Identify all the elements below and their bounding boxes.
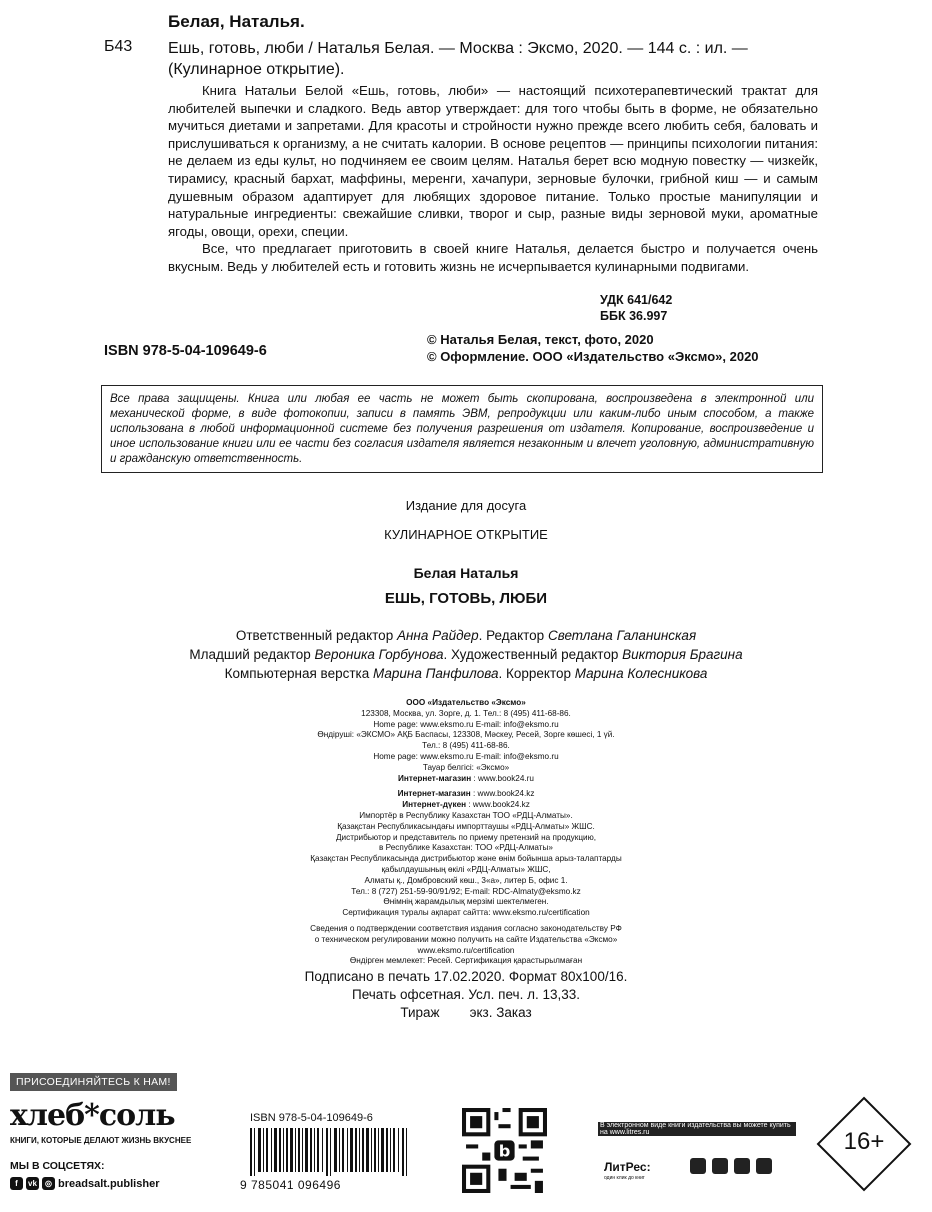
staff-role: . Корректор <box>498 666 575 681</box>
cert-line: Өндірген мемлекет: Ресей. Сертификация қарастырылмаған <box>349 956 583 966</box>
litres-tagline: один клик до книг <box>604 1175 645 1181</box>
staff-name: Марина Колесникова <box>574 666 708 681</box>
importer-line: в Республике Казахстан: ТОО «РДЦ-Алматы» <box>379 843 553 853</box>
catalog-author: Белая, Наталья. <box>168 12 305 31</box>
shop-url: : www.book24.ru <box>471 773 534 783</box>
importer-line: Сертификация туралы ақпарат сайтта: www.eksmo.ru/certification <box>342 908 590 918</box>
barcode-isbn: ISBN 978-5-04-109649-6 <box>250 1112 373 1124</box>
staff-credits <box>0 626 932 683</box>
vk-icon[interactable]: vk <box>26 1177 39 1190</box>
online-shop-kz <box>0 789 932 800</box>
shop-label: Интернет-магазин <box>397 789 471 799</box>
svg-text:b: b <box>498 1141 511 1161</box>
copyright-line: © Оформление. ООО «Издательство «Эксмо», 2020 <box>427 349 759 364</box>
join-us-banner: ПРИСОЕДИНЯЙТЕСЬ К НАМ! <box>10 1073 177 1091</box>
barcode-icon <box>250 1128 410 1176</box>
shop-url: : www.book24.kz <box>466 800 530 810</box>
importer-line: қабылдаушының өкілі «РДЦ-Алматы» ЖШС, <box>381 864 551 874</box>
publisher-info <box>0 698 932 967</box>
qr-code-icon[interactable] <box>462 1108 547 1193</box>
importer-line: Қазақстан Республикасында дистрибьютор және өнім бойынша арыз-талаптарды <box>310 854 622 864</box>
age-rating: 16+ <box>843 1128 885 1155</box>
publisher-kz-tel: Тел.: 8 (495) 411-68-86. <box>422 741 510 751</box>
printing-info <box>0 968 932 1022</box>
litres-logo: ЛитРес: <box>604 1160 651 1174</box>
cert-line: Сведения о подтверждении соответствия издания согласно законодательству РФ <box>310 923 622 933</box>
trademark: Тауар белгісі: «Эксмо» <box>422 762 510 772</box>
blackberry-icon[interactable] <box>734 1158 750 1174</box>
catalog-title-line: Ешь, готовь, люби / Наталья Белая. — Москва : Эксмо, 2020. — 144 с. : ил. — (Кулинарное открытие). <box>168 40 748 78</box>
printing-line: Подписано в печать 17.02.2020. Формат 80x100/16. <box>304 969 628 984</box>
annotation-paragraph: Книга Натальи Белой «Ешь, готовь, люби» — настоящий психотерапевтический трактат для любителей выпечки и сладкого. Ведь автор утверждает: для того чтобы быть в форме, не обязательно мучиться диетами и запретами. Для красоты и стройности нужно прежде всего любить себя, баловать и прислушиваться к организму, а не считать калории. В основе рецептов — принципы психологии питания: не делаем из еды культ, но подчиняем ее своим целям. Наталья берет всю модную повестку — чизкейк, тирамису, красный бархат, маффины, меренги, хачапури, зерновые булочки, грибной киш — и самым душевным образом адаптирует для любящих здоровое питание. Только простые манипуляции и натуральные ингредиенты: свежайшие сливки, творог и сыр, разные виды зерновой муки, ароматные ягоды, овощи, орехи, специи. <box>168 83 818 239</box>
author-code: Б43 <box>104 38 133 55</box>
annotation-paragraph: Все, что предлагает приготовить в своей книге Наталья, делается быстро и получается очень вкусным. Ведь у любителей есть и готовить жизнь не исчерпывается кулинарными подвигами. <box>168 241 818 274</box>
social-handle[interactable]: breadsalt.publisher <box>58 1177 160 1190</box>
social-links <box>10 1177 159 1190</box>
publisher-name: ООО «Издательство «Эксмо» <box>406 698 526 707</box>
windows-icon[interactable] <box>756 1158 772 1174</box>
shop-label: Интернет-магазин <box>398 773 472 783</box>
online-shop <box>0 774 932 785</box>
annotation <box>168 82 818 276</box>
udk-code: УДК 641/642 <box>600 293 673 307</box>
importer-line: Тел.: 8 (727) 251-59-90/91/92; E-mail: RDC-Almaty@eksmo.kz <box>351 886 581 896</box>
cert-line: www.eksmo.ru/certification <box>417 945 515 955</box>
staff-role: . Редактор <box>478 628 548 643</box>
publisher-address: 123308, Москва, ул. Зорге, д. 1. Тел.: 8 (495) 411-68-86. <box>361 708 571 718</box>
apple-icon[interactable] <box>690 1158 706 1174</box>
staff-name: Вероника Горбунова <box>314 647 444 662</box>
litres-banner: В электронном виде книги издательства вы можете купить на www.litres.ru <box>598 1122 796 1136</box>
importer-line: Импортёр в Республику Казахстан ТОО «РДЦ-Алматы». <box>359 810 573 820</box>
facebook-icon[interactable]: f <box>10 1177 23 1190</box>
staff-name: Виктория Брагина <box>622 647 743 662</box>
classification <box>600 292 816 324</box>
shop-url: : www.book24.kz <box>470 789 535 799</box>
social-heading: МЫ В СОЦСЕТЯХ: <box>10 1160 105 1172</box>
android-icon[interactable] <box>712 1158 728 1174</box>
staff-name: Марина Панфилова <box>373 666 499 681</box>
book-title: ЕШЬ, ГОТОВЬ, ЛЮБИ <box>384 590 548 607</box>
publisher-kz-web: Home page: www.eksmo.ru E-mail: info@eksmo.ru <box>373 751 559 761</box>
staff-role: Младший редактор <box>189 647 315 662</box>
shop-label: Интернет-дүкен <box>402 800 467 810</box>
printing-line: Тираж экз. Заказ <box>400 1005 532 1020</box>
staff-role: . Художественный редактор <box>443 647 623 662</box>
book-author: Белая Наталья <box>413 565 519 581</box>
staff-line <box>0 626 932 645</box>
series-name: КУЛИНАРНОЕ ОТКРЫТИЕ <box>384 527 548 542</box>
copyright-line: © Наталья Белая, текст, фото, 2020 <box>427 332 654 347</box>
barcode-digits: 9 785041 096496 <box>240 1178 341 1192</box>
staff-name: Светлана Галанинская <box>547 628 697 643</box>
importer-line: Қазақстан Республикасындағы импорттаушы «РДЦ-Алматы» ЖШС. <box>337 821 595 831</box>
printing-line: Печать офсетная. Усл. печ. л. 13,33. <box>352 987 580 1002</box>
brand-tagline: КНИГИ, КОТОРЫЕ ДЕЛАЮТ ЖИЗНЬ ВКУСНЕЕ <box>10 1136 192 1145</box>
instagram-icon[interactable]: ◎ <box>42 1177 55 1190</box>
staff-role: Ответственный редактор <box>235 628 397 643</box>
online-shop-kz2 <box>0 800 932 811</box>
staff-role: Компьютерная верстка <box>224 666 373 681</box>
edition-type: Издание для досуга <box>405 498 527 513</box>
staff-line <box>0 645 932 664</box>
bbk-code: ББК 36.997 <box>600 309 668 323</box>
staff-line <box>0 664 932 683</box>
rights-notice-box: Все права защищены. Книга или любая ее часть не может быть скопирована, воспроизведена в электронной или механической форме, в виде фотокопии, записи в память ЭВМ, репродукции или каким-либо иным способом, а также использована в любой информационной системе без получения разрешения от издателя. Копирование, воспроизведение и иное использование книги или ее части без согласия издателя является незаконным и влечет уголовную, административную и гражданскую ответственность. <box>101 385 823 473</box>
cert-line: о техническом регулировании можно получить на сайте Издательства «Эксмо» <box>314 934 618 944</box>
publisher-kz-maker: Өндіруші: «ЭКСМО» АҚБ Баспасы, 123308, Мәскеу, Ресей, Зорге көшесі, 1 үй. <box>317 730 615 740</box>
importer-line: Өнімнің жарамдылық мерзімі шектелмеген. <box>383 897 549 907</box>
isbn: ISBN 978-5-04-109649-6 <box>104 343 267 359</box>
importer-line: Алматы қ., Домбровский көш., 3«а», литер Б, офис 1. <box>364 875 568 885</box>
brand-logo: хлеб*соль <box>10 1098 175 1133</box>
staff-name: Анна Райдер <box>396 628 479 643</box>
copyright-block <box>427 331 759 365</box>
store-icons <box>690 1158 772 1174</box>
publisher-web: Home page: www.eksmo.ru E-mail: info@eksmo.ru <box>373 719 559 729</box>
importer-line: Дистрибьютор и представитель по приему претензий на продукцию, <box>336 832 596 842</box>
